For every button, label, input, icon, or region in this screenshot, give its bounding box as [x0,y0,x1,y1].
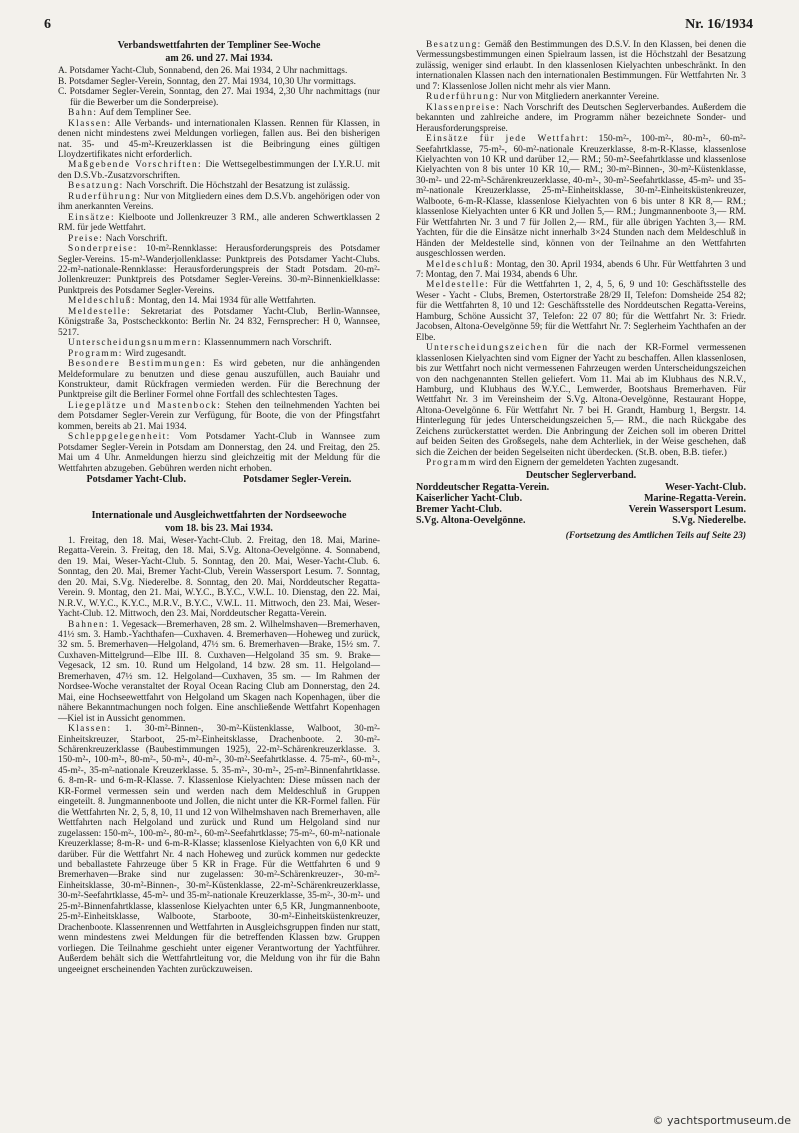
club-name: S.Vg. Altona-Oevelgönne. [416,515,526,527]
left-column [58,40,380,975]
section2-intro: 1. Freitag, den 18. Mai, Weser-Yacht-Club. 2. Freitag, den 18. Mai, Marine-Regatta-Verein. 3. Freitag, den 18. Mai, S.Vg. Altona-Oevelgönne. 4. Sonnabend, den 19. Mai, Weser-Yacht-Club. 5. Sonntag, den 20. Mai, Weser-Yacht-Club. 6. Sonntag, den 20. Mai, Bremer Yacht-Club, Verein Wassersport Lesum. 7. Sonntag, den 20. Mai, S.Vg. Niederelbe. 8. Sonntag, den 20. Mai, Norddeutscher Regatta-Verein. 9. Montag, den 21. Mai, W.Y.C., B.Y.C., V.W.L. 10. Dienstag, den 22. Mai, N.R.V., W.Y.C., K.Y.C., M.R.V., B.Y.C., V.W.L. 11. Mittwoch, den 23. Mai, Weser-Yacht-Club. 12. Mittwoch, den 23. Mai, Norddeutscher Regatta-Verein. [58,535,380,620]
entry-paragraph [416,280,746,343]
entry-paragraph [58,192,380,213]
entry-term: Meldeschluß: [426,259,494,270]
entry-term: Meldestelle: [68,306,132,317]
entry-paragraph [416,92,746,102]
section1-subtitle: am 26. und 27. Mai 1934. [165,53,273,65]
entry-text: Stehen den teilnehmenden Yachten bei dem Potsdamer Segler-Verein zur Verfügung, für Boote, die von der Pfingstfahrt kommen, bereits ab 21. Mai 1934. [58,400,381,432]
entry-text: Nur von Mitgliedern eines dem D.S.Vb. angehörigen oder von ihm anerkannten Vereins. [58,191,380,213]
entry-text: 150-m²-, 100-m²-, 80-m²-, 60-m²-Seefahrtklasse, 75-m²-, 60-m²-nationale Kreuzerklasse, 8-m-R-Klasse, klassenlose Kielyachten von 10 KR und darüber 12,— RM.; 50-m²-Seefahrtklasse und klassenlose Kielyachten von 8 bis unter 10 KR 10,— RM.; 30-m²-Binnen-, 30-m²-Küstenklasse, 30-m²- und 22-m²-Schärenkreuzerklasse, 40-m²-, 30-m²-Seefahrtklasse, 45-m²- und 35-m²-nationale Kreuzerklasse, 25-m²-Einheitsklasse, 30-m²-Einheitsküstenkreuzer, Walboote, 6-m-R-Klasse, klassenlose Kielyachten von 6 bis unter 8 KR 8,— RM.; klassenlose Kielyachten unter 6 KR und Jollen 5,— RM.; Jungmannenboote 3,— RM. Für Wettfahrten Nr. 3 und 7 für Jollen 2,— RM., für alle übrigen Yachten 3,— RM. Yachten, für die die Einsätze nicht innerhalb 3×24 Stunden nach dem Meldeschluß in Händen der Meldestelle sind, können von der Teilnahme an den Wettfahrten ausgeschlossen werden. [416,134,746,260]
entry-term: Besatzung: [68,181,124,192]
entry-text: 1. 30-m²-Binnen-, 30-m²-Küstenklasse, Walboot, 30-m²-Einheitskreuzer, Starboot, 25-m²-Einheitsklasse, Drachenboote. 2. 30-m²-Schärenkreuzerklasse (Baubestimmungen 1925), 22-m²-Schärenkreuzerklasse. 3. 150-m²-, 100-m²-, 80-m²-, 50-m²-, 40-m²-, 30-m²-Seefahrtklasse. 4. 75-m²-, 60-m²-, 45-m²-, 35-m²-nationale Kreuzerklasse. 5. 35-m²-, 30-m²-, 25-m²-Binnenfahrtklasse. 6. 8-m-R- und 6-m-R-Klasse. 7. Klassenlose Kielyachten: Diese müssen nach der KR-Formel vermessen sein und werden nach dem Meldeschluß in Gruppen eingeteilt. 8. Jungmannenboote und Jollen, die nicht unter die KR-Formel fallen. Für die Wettfahrten Nr. 2, 5, 8, 10, 11 und 12 von Wilhelmshaven nach Bremerhaven, alle Wettfahrten nach Helgoland und zurück und Rund um Helgoland sind nur zugelassen: 150-m²-, 100-m²-, 80-m²-, 60-m²-Seefahrtklasse; 75-m²-, 60-m²-nationale Kreuzerklasse; 8-m-R- und 6-m-R-Klasse; klassenlose Kielyachten von 6,0 KR und darüber. Für die Wettfahrt Nr. 4 nach Hoheweg und zurück kommen nur gedeckte und beballastete Fahrzeuge über 5 KR in Frage. Für die Wettfahrten 6 und 9 Bremerhaven—Brake sind nur zugelassen: 30-m²-Schärenkreuzer-, 30-m²-Einheitsklasse, 30-m²-Binnen-, 30-m²-Küstenklasse, 22-m²-Schärenkreuzerklasse, 30-m²-Seefahrtklasse, 45-m²- und 35-m²-nationale Kreuzerklasse, 35-m²-, 30-m²- und 25-m²-Binnenfahrtklasse, klassenlose Kielyachten unter 6,5 KR, Jungmannenboote, 25-m²-Einheitsklasse, Walboote, Starboote, 30-m²-Einheitsküstenkreuzer, Drachenboote. Klassenrennen und Wettfahrten in Ausgleichsgruppen finden nur statt, wenn mindestens zwei Meldungen für die betreffenden Klassen bzw. Gruppen vorliegen. Die Teilnahme geschieht unter eigener Verantwortung der Yachtführer. Außerdem behält sich die Wettfahrtleitung vor, die Meldung von ihr für die Bahn ungeeignet erscheinenden Yachten zurückzuweisen. [58,724,380,975]
club-name: Verein Wassersport Lesum. [628,504,746,516]
section2-title: Internationale und Ausgleichwettfahrten der Nordseewoche [91,509,347,521]
entry-paragraph [58,160,380,181]
section1-title: Verbandswettfahrten der Templiner See-Woche [117,40,321,51]
issue-number: Nr. 16/1934 [685,17,753,32]
entry-paragraph [58,307,380,338]
entry-text: Nach Vorschrift. Die Höchstzahl der Besatzung ist zulässig. [123,181,350,192]
entry-term: Meldeschluß: [68,296,136,307]
page-header [0,17,799,37]
entry-term: Unterscheidungsnummern: [68,338,202,349]
entry-term: Ruderführung: [68,191,142,202]
event-item: C. Potsdamer Segler-Verein, Sonntag, den 27. Mai 1934, 2,30 Uhr nachmittags (nur für die Bewerber um die Sonderpreise). [58,87,380,108]
entry-paragraph [58,620,380,725]
entry-term: Besondere Bestimmungen: [68,359,207,370]
entry-text: Montag, den 30. April 1934, abends 6 Uhr. Für Wettfahrten 3 und 7: Montag, den 7. Mai 1934, abends 6 Uhr. [416,259,746,280]
entry-term: Schleppgelegenheit: [68,432,171,443]
entry-paragraph [416,343,746,458]
entry-text: Wird zugesandt. [122,348,187,359]
entry-term: Unterscheidungszeichen [426,343,549,354]
entry-text: Kielboote und Jollenkreuzer 3 RM., alle anderen Schwertklassen 2 RM. für jede Wettfahrt. [58,212,380,234]
entry-paragraph [416,458,746,468]
section1-signatures [58,475,380,485]
entry-paragraph [58,432,380,474]
signature: Potsdamer Segler-Verein. [243,474,352,486]
club-list [416,482,746,526]
entry-term: Meldestelle: [426,280,490,291]
entry-paragraph [58,181,380,191]
section1-entries [58,108,380,474]
entry-term: Maßgebende Vorschriften: [68,160,203,171]
event-item: B. Potsdamer Segler-Verein, Sonntag, den 27. Mai 1934, 10,30 Uhr vormittags. [58,76,356,87]
entry-paragraph [58,359,380,401]
entry-term: Bahn: [68,108,98,119]
entry-paragraph [58,213,380,234]
entry-text: 10-m²-Rennklasse: Herausforderungspreis des Potsdamer Segler-Vereins. 15-m²-Wanderjollenklasse: Punktpreis des Potsdamer Yacht-Clubs. 22-m²-nationale-Rennklasse: Herausforderungspreis der Stadt Potsdam. 20-m²-Jollenkreuzer: Punktpreis des Potsdamer Segler-Vereins. 30-m²-Binnenkielklasse: Punktpreis des Potsdamer Segler-Vereins. [58,244,380,296]
entry-term: Sonderpreise: [68,244,138,255]
entry-paragraph [58,724,380,975]
club-name: Kaiserlicher Yacht-Club. [416,493,523,505]
entry-text: wird den Eignern der gemeldeten Yachten zugesandt. [476,458,679,469]
entry-paragraph [416,260,746,281]
entry-text: Montag, den 14. Mai 1934 für alle Wettfahrten. [135,296,316,307]
entry-term: Besatzung: [426,40,482,50]
entry-paragraph [58,119,380,161]
entry-paragraph [58,244,380,296]
entry-term: Liegeplätze und Mastenbock: [68,400,222,411]
page-number: 6 [44,17,51,32]
entry-text: Auf dem Templiner See. [97,108,192,119]
entry-paragraph [58,338,380,348]
org-name: Deutscher Seglerverband. [525,469,637,481]
entry-term: Klassenpreise: [426,102,501,113]
continuation-note: (Fortsetzung des Amtlichen Teils auf Seite 23) [565,531,746,542]
entry-term: Einsätze: [68,212,115,223]
club-name: Norddeutscher Regatta-Verein. [416,482,550,494]
entry-text: Nach Vorschrift. [103,233,168,244]
entry-term: Bahnen: [68,619,110,630]
entry-paragraph [58,108,380,118]
entry-text: Alle Verbands- und internationalen Klassen. Rennen für Klassen, in denen nicht mindestens zwei Meldungen vorliegen, fallen aus. Bei den bisherigen nat. 35- und 45-m²-Kreuzerklassen ist die Beibringung eines gültigen Lloydzertifikates nicht erforderlich. [58,118,380,161]
entry-paragraph [58,296,380,306]
right-column [416,40,746,541]
signature: Potsdamer Yacht-Club. [86,474,186,486]
entry-term: Programm: [68,348,123,359]
section2-entries-right [416,40,746,469]
section1-events [58,66,380,108]
entry-term: Ruderführung: [426,92,500,103]
section2-subtitle: vom 18. bis 23. Mai 1934. [165,522,273,534]
entry-paragraph [58,234,380,244]
entry-term: Preise: [68,233,104,244]
entry-paragraph [416,103,746,134]
entry-text: Vom Potsdamer Yacht-Club in Wannsee zum Potsdamer Segler-Verein in Potsdam am Donnerstag, den 24. und Freitag, den 25. Mai um 4 Uhr. Anmeldungen hierzu sind gleichzeitig mit der Meldung für die Wettfahrten abzugeben. Gebühren werden nicht erhoben. [58,432,380,474]
entry-paragraph [58,349,380,359]
watermark: © yachtsportmuseum.de [652,1114,791,1127]
club-name: S.Vg. Niederelbe. [672,515,746,527]
entry-text: Klassennummern nach Vorschrift. [201,338,332,349]
entry-text: für die nach der KR-Formel vermessenen klassenlosen Kielyachten sind vom Eigner der Yacht zu beschaffen. Allen klassenlosen, bis zur Wettfahrt noch nicht vermessenen Fahrzeugen werden Unterscheidungszeichen von den nachgenannten Stellen geliefert. Vom 11. Mai ab im Klubhaus des N.R.V., Hamburg, und Klubhaus des W.Y.C., Lemwerder, Bootshaus Bremerhaven. Für Wettfahrt Nr. 3 im Vereinsheim der S.Vg. Altona-Oevelgönne, Restaurant Hoppe, Altona-Oevelgönne 6. Für Wettfahrt Nr. 7 bei H. Grandt, Hamburg 1, Bergstr. 14. Hinterlegung für jedes Unterscheidungszeichen 5,— RM., die nach Rückgabe des Zeichens zurückerstattet werden. Die Anbringung der Zeichen soll im oberen Drittel auf beiden Seiten des Großsegels, nahe dem Achterliek, in der Weise geschehen, daß sich die Zeichen der beiden Segelseiten nicht überdecken. (St.B. oben, B.B. tiefer.) [416,343,746,458]
entry-term: Einsätze für jede Wettfahrt: [426,134,590,145]
club-name: Bremer Yacht-Club. [416,504,502,516]
club-name: Weser-Yacht-Club. [664,482,746,494]
entry-text: Nach Vorschrift des Deutschen Seglerverbandes. Außerdem die bekannten und zahlreiche andere, im Programm näher bezeichnete Sonder- und Herausforderungspreise. [416,102,746,134]
entry-text: Gemäß den Bestimmungen des D.S.V. In den Klassen, bei denen die Vermessungsbestimmungen einen Spielraum lassen, ist die Höchstzahl der Besatzung zulässig, weniger sind erlaubt. In den klassenlosen Kielyachten unbeschränkt. In den internationalen Klassen nach den internationalen Bestimmungen. Für Wettfahrten Nr. 3 und 7: Klassenlose Jollen nicht mehr als vier Mann. [416,40,746,92]
entry-term: Klassen: [68,724,112,735]
entry-text: Für die Wettfahrten 1, 2, 4, 5, 6, 9 und 10: Geschäftsstelle des Weser - Yacht - Clubs, Bremen, Ostertorstraße 28/29 II, Telefon: Domsheide 254 82; für die Wettfahrten 8, 10 und 12: Geschäftsstelle des Norddeutschen Regatta-Vereins, Hamburg, Schöne Aussicht 37, Telefon: 22 07 80; für die Wettfahrt Nr. 3: Friedr. Jacobsen, Altona-Oevelgönne 59; für die Wettfahrt Nr. 7: Seglerheim Yachthafen an der Elbe. [416,280,746,343]
entry-text: 1. Vegesack—Bremerhaven, 28 sm. 2. Wilhelmshaven—Bremerhaven, 41½ sm. 3. Hamb.-Yachthafen—Cuxhaven. 4. Bremerhaven—Hoheweg und zurück, 32 sm. 5. Bremerhaven—Helgoland, 47½ sm. 6. Bremerhaven—Brake, 15½ sm. 7. Cuxhaven-Mittelgrund—Elbe III. 8. Cuxhaven—Helgoland 35 sm. 9. Brake—Vegesack, 12 sm. 10. Rund um Helgoland, 14 bzw. 28 sm. 11. Helgoland—Bremerhaven, 47½ sm. 12. Helgoland—Cuxhaven, 35 sm. — Im Rahmen der Nordsee-Woche veranstaltet der Royal Ocean Racing Club am Donnerstag, den 24. Mai, eine Hochseewettfahrt von Helgoland um Skagen nach Kopenhagen, über die nähere Bekanntmachungen noch folgen. Eine anschließende Wettfahrt Kopenhagen—Kiel ist in Aussicht genommen. [58,619,380,724]
event-item: A. Potsdamer Yacht-Club, Sonnabend, den 26. Mai 1934, 2 Uhr nachmittags. [58,66,348,77]
entry-text: Nur von Mitgliedern anerkannter Vereine. [499,92,660,103]
entry-text: Die Wettsegelbestimmungen der I.Y.R.U. mit den D.S.Vb.-Zusatzvorschriften. [58,160,380,181]
entry-text: Sekretariat des Potsdamer Yacht-Club, Berlin-Wannsee, Königstraße 3a, Postscheckkonto: Berlin Nr. 24 832, Fernsprecher: H 0, Wannsee, 5217. [58,306,380,338]
section2-entries-left [58,620,380,975]
entry-paragraph [416,134,746,259]
entry-term: Klassen: [68,118,112,129]
entry-paragraph [416,40,746,92]
entry-text: Es wird gebeten, nur die anhängenden Meldeformulare zu benutzen und diese genau auszufüllen, auch Bauiahr und Konstrukteur, damit Rückfragen vermieden werden. Für die Berechnung der Punktpreise gilt die Berliner Formel ohne Fortfall des schlechtesten Tages. [58,359,380,401]
entry-term: Programm [426,458,477,469]
club-name: Marine-Regatta-Verein. [644,493,746,505]
entry-paragraph [58,401,380,432]
